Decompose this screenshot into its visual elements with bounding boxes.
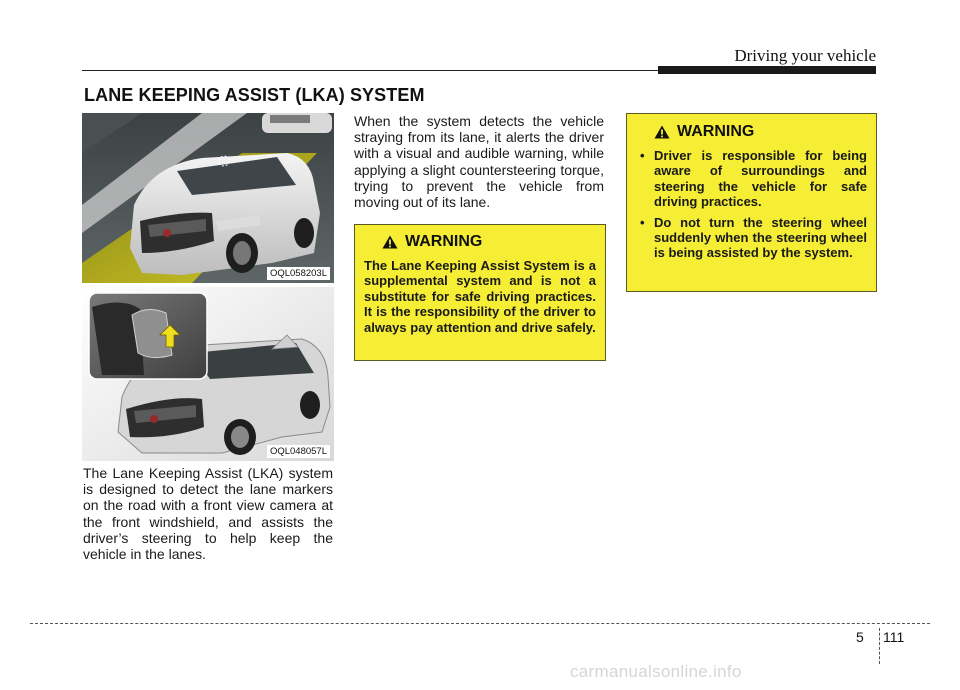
running-header: Driving your vehicle: [734, 46, 876, 65]
watermark: carmanualsonline.info: [570, 662, 742, 681]
figure-code: OQL048057L: [267, 445, 330, 458]
footer-divider: [879, 628, 880, 664]
section-title: LANE KEEPING ASSIST (LKA) SYSTEM: [84, 85, 425, 105]
page-number: 111: [883, 629, 905, 645]
warning-list-item: • Do not turn the steering wheel suddenly when the steering wheel is being assisted by the system.: [640, 214, 867, 261]
header-rule: [82, 70, 658, 71]
warning-item-text: Do not turn the steering wheel suddenly when the steering wheel is being assisted by the system.: [654, 214, 867, 261]
warning-list: [636, 148, 867, 261]
figure-lka-camera-location: [82, 287, 334, 461]
lka-description-paragraph: The Lane Keeping Assist (LKA) system is designed to detect the lane markers on the road with a front view camera at the front windshield, and assists the driver’s steering to help keep the vehicle in the lanes.: [83, 465, 333, 563]
warning-triangle-icon: [382, 235, 398, 249]
chapter-number: 5: [856, 629, 864, 645]
warning-list-item: • Driver is responsible for being aware of surroundings and steering the vehicle for safe driving practices.: [640, 148, 867, 210]
figure-lka-lane-detection: [82, 113, 334, 283]
warning-header: [382, 233, 596, 251]
warning-header: [654, 123, 867, 141]
warning-heading: WARNING: [405, 233, 483, 250]
warning-box-supplemental: [354, 224, 606, 361]
warning-heading: WARNING: [677, 123, 755, 140]
header-rule-thick: [658, 66, 876, 74]
warning-item-text: Driver is responsible for being aware of surroundings and steering the vehicle for safe driving practices.: [654, 148, 867, 210]
lka-alert-paragraph: When the system detects the vehicle straying from its lane, it alerts the driver with a visual and audible warning, while applying a slight countersteering torque, trying to prevent the vehicle from moving out of its lane.: [354, 113, 604, 211]
warning-triangle-icon: [654, 125, 670, 139]
warning-text: The Lane Keeping Assist System is a supplemental system and is not a substitute for safe driving practices. It is the responsibility of the driver to always pay attention and drive safely.: [364, 258, 596, 335]
footer-rule: [30, 623, 930, 624]
warning-box-driver-responsibility: [626, 113, 877, 292]
figure-code: OQL058203L: [267, 267, 330, 280]
